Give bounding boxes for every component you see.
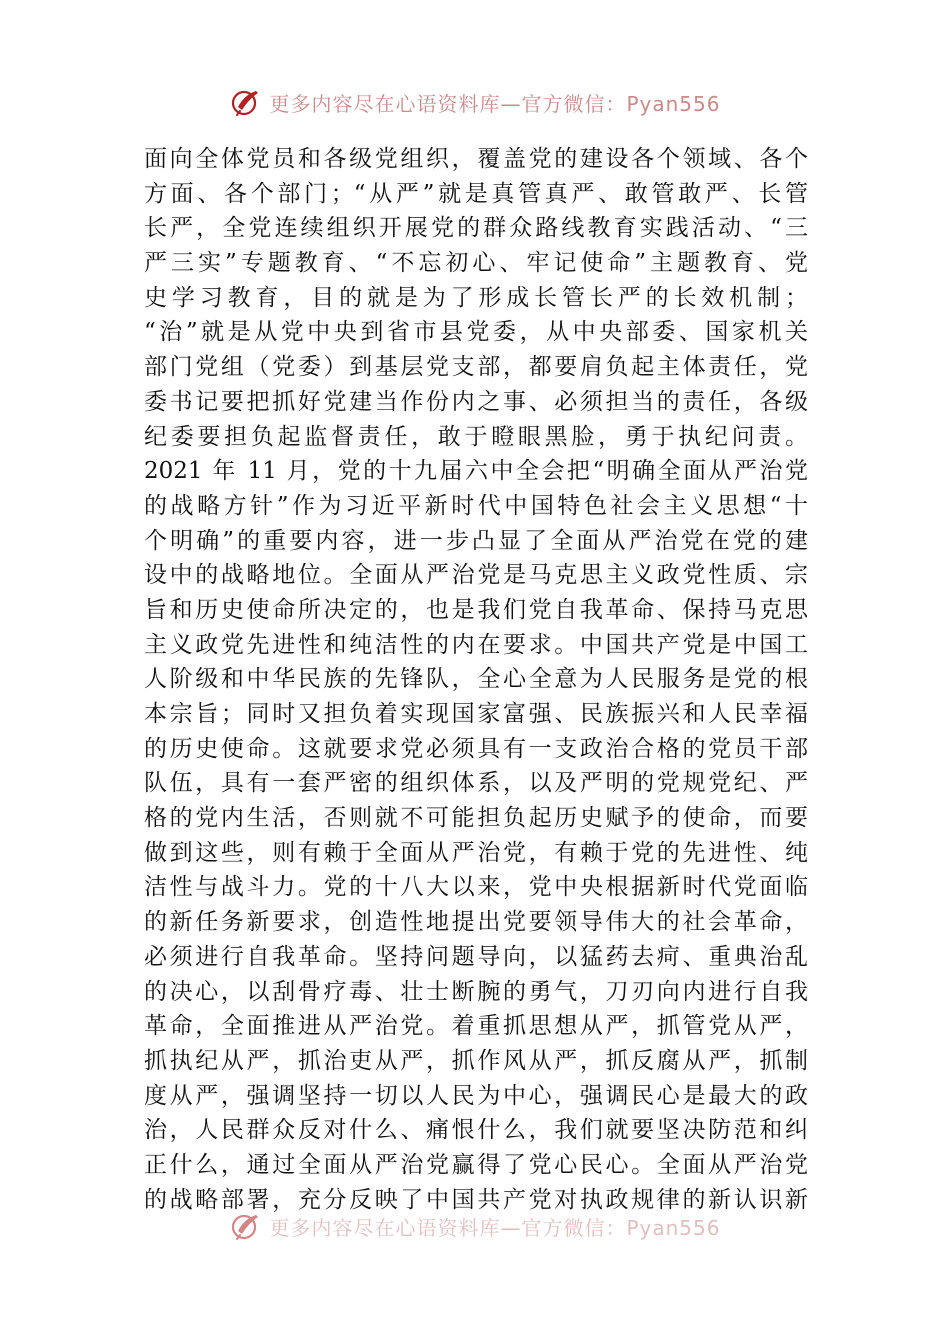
pen-logo-icon [229,1209,263,1243]
watermark-text: 更多内容尽在心语资料库—官方微信：Pyan556 [269,1215,721,1240]
text-line: 洁性与战斗力。党的十八大以来，党中央根据新时代党面临 [144,874,808,901]
text-line: 严三实”专题教育、“不忘初心、牢记使命”主题教育、党 [144,250,808,277]
text-line: 人阶级和中华民族的先锋队，全心全意为人民服务是党的根 [144,666,808,693]
text-line: 正什么，通过全面从严治党赢得了党心民心。全面从严治党 [144,1151,808,1178]
text-line: 个明确”的重要内容，进一步凸显了全面从严治党在党的建 [144,527,808,554]
text-line: 史学习教育，目的就是为了形成长管长严的长效机制； [144,284,808,311]
text-line: 格的党内生活，否则就不可能担负起历史赋予的使命，而要 [144,805,808,832]
text-line: 长严，全党连续组织开展党的群众路线教育实践活动、“三 [144,215,808,242]
text-line: 面向全体党员和各级党组织，覆盖党的建设各个领域、各个 [144,146,808,172]
text-line: 本宗旨；同时又担负着实现国家富强、民族振兴和人民幸福 [144,701,808,727]
text-line: 度从严，强调坚持一切以人民为中心，强调民心是最大的政 [144,1082,808,1109]
watermark-text: 更多内容尽在心语资料库—官方微信：Pyan556 [269,91,721,116]
text-line: 必须进行自我革命。坚持问题导向，以猛药去疴、重典治乱 [144,943,808,970]
text-line: “治”就是从党中央到省市县党委，从中央部委、国家机关 [144,319,808,346]
text-line: 主义政党先进性和纯洁性的内在要求。中国共产党是中国工 [144,631,808,658]
text-line: 的历史使命。这就要求党必须具有一支政治合格的党员干部 [144,735,808,762]
text-line: 队伍，具有一套严密的组织体系，以及严明的党规党纪、严 [144,770,808,797]
text-line: 委书记要把抓好党建当作份内之事、必须担当的责任，各级 [144,388,808,415]
document-body [144,142,808,1217]
watermark-header [0,82,950,122]
text-line: 的战略部署，充分反映了中国共产党对执政规律的新认识新 [144,1186,808,1213]
text-line: 部门党组（党委）到基层党支部，都要肩负起主体责任，党 [144,354,808,381]
text-line: 的新任务新要求，创造性地提出党要领导伟大的社会革命， [144,909,808,936]
text-line: 方面、各个部门；“从严”就是真管真严、敢管敢严、长管 [144,180,808,207]
text-line: 的决心，以刮骨疗毒、壮士断腕的勇气，刀刃向内进行自我 [144,978,808,1005]
watermark-footer [0,1206,950,1246]
pen-logo-icon [229,85,263,119]
text-line: 做到这些，则有赖于全面从严治党，有赖于党的先进性、纯 [144,839,808,866]
text-line: 纪委要担负起监督责任，敢于瞪眼黑脸，勇于执纪问责。 [144,423,808,450]
text-line: 旨和历史使命所决定的，也是我们党自我革命、保持马克思 [144,596,808,623]
text-line: 治，人民群众反对什么、痛恨什么，我们就要坚决防范和纠 [144,1117,808,1144]
text-line: 的战略方针”作为习近平新时代中国特色社会主义思想“十 [144,492,808,519]
text-line: 设中的战略地位。全面从严治党是马克思主义政党性质、宗 [144,562,808,589]
text-line: 抓执纪从严，抓治吏从严，抓作风从严，抓反腐从严，抓制 [144,1047,808,1074]
text-line: 革命，全面推进从严治党。着重抓思想从严，抓管党从严， [144,1013,808,1040]
text-line: 2021 年 11 月，党的十九届六中全会把“明确全面从严治党 [144,458,808,485]
